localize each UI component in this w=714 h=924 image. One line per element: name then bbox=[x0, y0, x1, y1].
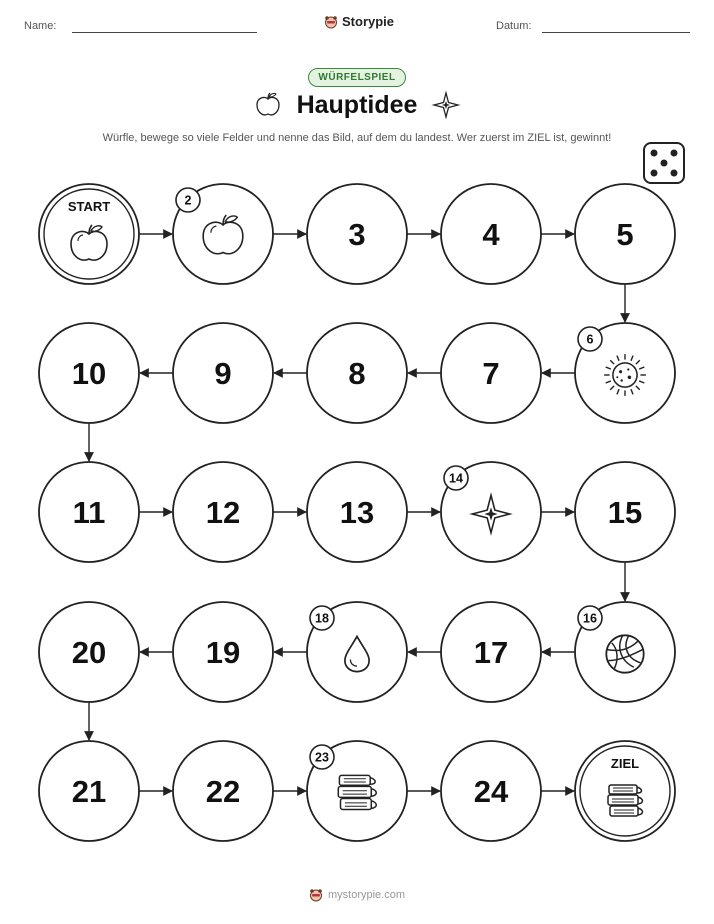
board-space-19 bbox=[173, 602, 273, 702]
board-space-10 bbox=[39, 323, 139, 423]
board-space-21 bbox=[39, 741, 139, 841]
board-space-start bbox=[39, 184, 139, 284]
name-label: Name: bbox=[24, 20, 57, 32]
instructions: Würfle, bewege so viele Felder und nenne das Bild, auf dem du landest. Wer zuerst im ZIEL ist, gewinnt! bbox=[102, 132, 612, 144]
board-space-3 bbox=[307, 184, 407, 284]
space-number: 11 bbox=[72, 495, 106, 530]
space-number: 3 bbox=[348, 217, 366, 252]
space-number: 17 bbox=[473, 635, 509, 670]
space-number: 14 bbox=[449, 471, 463, 486]
board-space-9 bbox=[173, 323, 273, 423]
board-space-23 bbox=[307, 741, 407, 841]
board-space-17 bbox=[441, 602, 541, 702]
space-number: 23 bbox=[315, 750, 329, 765]
board-space-ziel bbox=[575, 741, 675, 841]
board-space-8 bbox=[307, 323, 407, 423]
board-space-7 bbox=[441, 323, 541, 423]
goal-label: ZIEL bbox=[610, 756, 640, 771]
space-number: 16 bbox=[583, 611, 597, 626]
board-space-13 bbox=[307, 462, 407, 562]
space-number: 22 bbox=[205, 774, 241, 809]
board-space-15 bbox=[575, 462, 675, 562]
board-space-22 bbox=[173, 741, 273, 841]
space-number: 2 bbox=[184, 193, 192, 208]
space-number: 9 bbox=[214, 356, 232, 391]
start-label: START bbox=[67, 199, 111, 214]
board-space-5 bbox=[575, 184, 675, 284]
space-number: 18 bbox=[315, 611, 329, 626]
board-space-14 bbox=[441, 462, 541, 562]
space-number: 10 bbox=[71, 356, 107, 391]
space-number: 8 bbox=[348, 356, 366, 391]
board-space-12 bbox=[173, 462, 273, 562]
storypie-mascot-icon bbox=[309, 888, 323, 902]
footer bbox=[0, 888, 714, 902]
footer-url: mystorypie.com bbox=[327, 889, 406, 901]
page-title: Hauptidee bbox=[296, 90, 418, 119]
board-space-20 bbox=[39, 602, 139, 702]
space-number: 12 bbox=[205, 495, 241, 530]
brand-name: Storypie bbox=[342, 14, 395, 29]
space-number: 19 bbox=[205, 635, 241, 670]
space-number: 24 bbox=[473, 774, 509, 809]
board-space-2 bbox=[173, 184, 273, 284]
board-space-4 bbox=[441, 184, 541, 284]
game-type-badge: WÜRFELSPIEL bbox=[308, 68, 405, 87]
space-number: 20 bbox=[71, 635, 107, 670]
board-space-6 bbox=[575, 323, 675, 423]
space-number: 7 bbox=[482, 356, 500, 391]
space-number: 13 bbox=[339, 495, 375, 530]
board-space-16 bbox=[575, 602, 675, 702]
volleyball-icon bbox=[606, 635, 643, 672]
space-number: 4 bbox=[482, 217, 500, 252]
space-number: 15 bbox=[607, 495, 643, 530]
books-icon bbox=[608, 785, 643, 816]
space-number: 21 bbox=[71, 774, 107, 809]
space-number: 6 bbox=[586, 332, 594, 347]
books-icon bbox=[338, 775, 376, 809]
board-space-24 bbox=[441, 741, 541, 841]
space-number: 5 bbox=[616, 217, 634, 252]
date-label: Datum: bbox=[496, 20, 532, 32]
board-space-18 bbox=[307, 602, 407, 702]
board-space-11 bbox=[39, 462, 139, 562]
